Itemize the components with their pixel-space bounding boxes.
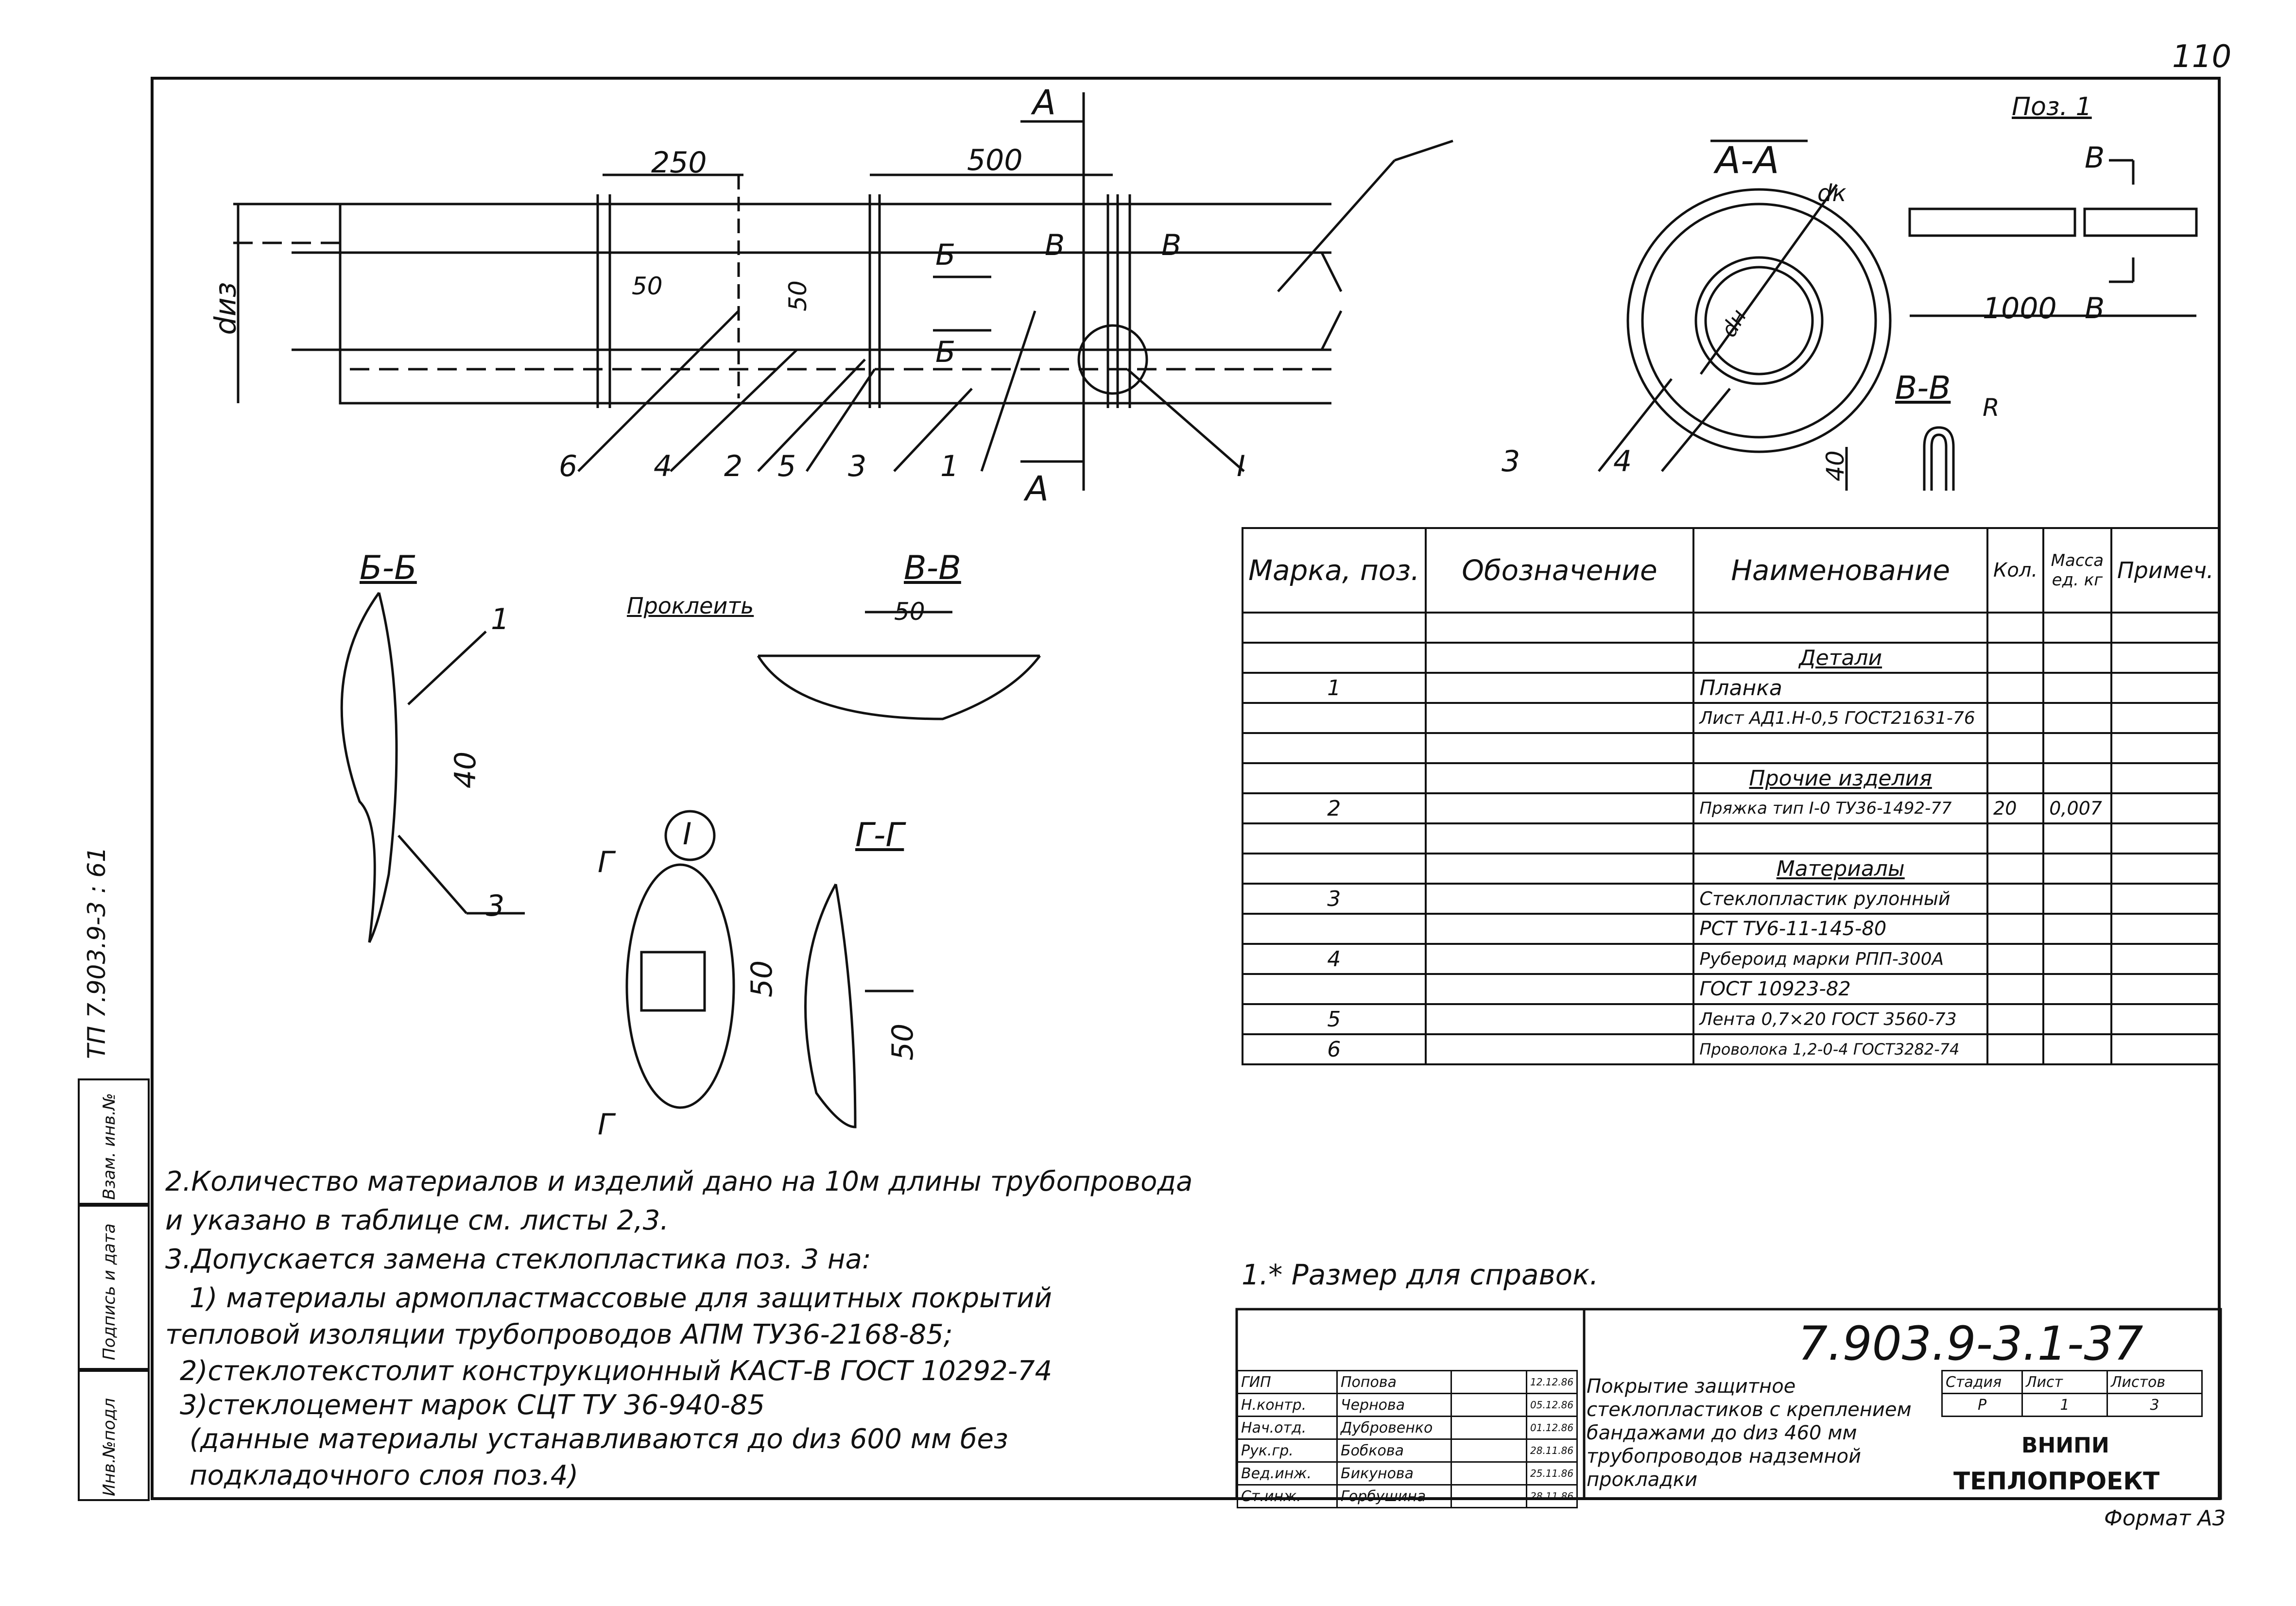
sheet-value: 1 bbox=[2022, 1394, 2107, 1417]
section-mark-a-top: А bbox=[1033, 83, 1056, 122]
section-bb-title: Б-Б bbox=[360, 549, 417, 587]
table-row: 3 Стеклопластик рулонный bbox=[1243, 884, 2220, 914]
section-aa-callout-4: 4 bbox=[1613, 444, 1632, 478]
table-row: 2 Пряжка тип I-0 ТУ36-1492-77 20 0,007 bbox=[1243, 793, 2220, 823]
section-mark-b-bottom: Б bbox=[935, 335, 956, 369]
section-bb-callout-3: 3 bbox=[486, 889, 505, 923]
signer-row: Рук.гр. Бобкова 28.11.86 bbox=[1238, 1439, 1577, 1462]
spec-header-note: Примеч. bbox=[2111, 528, 2220, 613]
doc-description: Покрытие защитное стеклопластиков с креплением бандажами до dиз 460 мм трубопроводов надземной прокладки bbox=[1587, 1375, 1912, 1491]
note-line-1: 2.Количество материалов и изделий дано на 10м длины трубопровода bbox=[165, 1166, 1193, 1197]
spec-header-row bbox=[1243, 528, 2220, 613]
detail-i-mark-g-top: Г bbox=[598, 845, 614, 879]
note-line-9: подкладочного слоя поз.4) bbox=[190, 1460, 579, 1491]
callout-detail-i: I bbox=[1237, 449, 1245, 483]
section-gg-title: Г-Г bbox=[855, 816, 904, 854]
section-vv-dim: 50 bbox=[894, 598, 925, 626]
table-row: 5 Лента 0,7×20 ГОСТ 3560-73 bbox=[1243, 1004, 2220, 1034]
dim-500: 500 bbox=[967, 143, 1023, 177]
side-code: ТП 7.903.9-3 : 61 bbox=[83, 847, 111, 1059]
sheets-value: 3 bbox=[2107, 1394, 2202, 1417]
dim-50-a: 50 bbox=[632, 272, 663, 300]
section-bb-dim-40: 40 bbox=[449, 751, 483, 789]
note-line-2: и указано в таблице см. листы 2,3. bbox=[165, 1205, 669, 1236]
table-row: 6 Проволока 1,2-0-4 ГОСТ3282-74 bbox=[1243, 1034, 2220, 1064]
stage-label: Стадия bbox=[1942, 1371, 2022, 1394]
signer-row: Н.контр. Чернова 05.12.86 bbox=[1238, 1394, 1577, 1417]
section-aa-dn: dн bbox=[1716, 305, 1752, 342]
section-aa-dk: dк bbox=[1817, 180, 1847, 207]
section-aa-callout-3: 3 bbox=[1502, 444, 1520, 478]
poz1-mark-v-bottom: В bbox=[2085, 291, 2105, 325]
section-vv-label: Проклеить bbox=[627, 593, 754, 619]
detail-i-mark-g-bottom: Г bbox=[598, 1108, 614, 1142]
sheets-label: Листов bbox=[2107, 1371, 2202, 1394]
dim-250: 250 bbox=[651, 146, 707, 180]
detail-i-title: I bbox=[683, 816, 692, 852]
note-line-7: 3)стеклоцемент марок СЦТ ТУ 36-940-85 bbox=[180, 1389, 765, 1421]
table-row: Лист АД1.Н-0,5 ГОСТ21631-76 bbox=[1243, 703, 2220, 733]
spec-header-mark: Марка, поз. bbox=[1243, 528, 1426, 613]
section-mark-a-bottom: А bbox=[1025, 469, 1049, 509]
table-row: 1 Планка bbox=[1243, 673, 2220, 703]
table-row: Детали bbox=[1243, 643, 2220, 673]
section-mark-v-right: В bbox=[1161, 228, 1182, 262]
poz1-mark-v-top: В bbox=[2085, 141, 2105, 175]
page-number: 110 bbox=[2172, 39, 2232, 75]
doc-code: 7.903.9-3.1-37 bbox=[1798, 1316, 2143, 1371]
poz1-dim-40: 40 bbox=[1821, 450, 1849, 481]
note-line-4: 1) материалы армопластмассовые для защитных покрытий bbox=[190, 1282, 1052, 1314]
format-label: Формат А3 bbox=[2104, 1506, 2226, 1531]
dim-diameter: dиз bbox=[208, 282, 243, 335]
spec-header-qty: Кол. bbox=[1987, 528, 2043, 613]
poz1-title: Поз. 1 bbox=[2012, 92, 2092, 121]
section-mark-v-left: В bbox=[1045, 228, 1065, 262]
org-name-2: ТЕПЛОПРОЕКТ bbox=[1953, 1467, 2160, 1495]
table-row bbox=[1243, 613, 2220, 643]
signer-row: Ст.инж. Горбушина 28.11.86 bbox=[1238, 1485, 1577, 1508]
callout-4: 4 bbox=[654, 449, 673, 483]
spec-header-designation: Обозначение bbox=[1426, 528, 1694, 613]
signer-row: Вед.инж. Бикунова 25.11.86 bbox=[1238, 1462, 1577, 1485]
org-name-1: ВНИПИ bbox=[2021, 1433, 2109, 1458]
side-label-sign: Подпись и дата bbox=[100, 1223, 119, 1360]
signers-table bbox=[1237, 1370, 1578, 1508]
note-line-5: тепловой изоляции трубопроводов АПМ ТУ36-2168-85; bbox=[165, 1319, 953, 1350]
section-aa-title: А-А bbox=[1715, 138, 1779, 182]
signer-row: ГИП Попова 12.12.86 bbox=[1238, 1371, 1577, 1394]
spec-header-mass: Масса ед. кг bbox=[2043, 528, 2111, 613]
section-bb-callout-1: 1 bbox=[491, 602, 510, 636]
side-label-inv: Инв.№подл bbox=[100, 1398, 119, 1496]
sheet-label: Лист bbox=[2022, 1371, 2107, 1394]
callout-5: 5 bbox=[777, 449, 796, 483]
table-row: ГОСТ 10923-82 bbox=[1243, 974, 2220, 1004]
side-label-replace: Взам. инв.№ bbox=[100, 1093, 119, 1200]
table-row: РСТ ТУ6-11-145-80 bbox=[1243, 914, 2220, 944]
callout-6: 6 bbox=[559, 449, 578, 483]
note-reference: 1.* Размер для справок. bbox=[1242, 1258, 1599, 1291]
table-row bbox=[1243, 823, 2220, 854]
poz1-section-title: В-В bbox=[1895, 369, 1951, 407]
dim-50-b: 50 bbox=[783, 280, 812, 311]
section-mark-b-top: Б bbox=[935, 238, 956, 272]
table-row bbox=[1243, 733, 2220, 763]
note-line-3: 3.Допускается замена стеклопластика поз. 3 на: bbox=[165, 1244, 871, 1275]
section-gg-dim-a: 50 bbox=[745, 960, 779, 998]
poz1-dim-1000: 1000 bbox=[1983, 291, 2057, 325]
table-row: 4 Рубероид марки РПП-300А bbox=[1243, 944, 2220, 974]
note-line-8: (данные материалы устанавливаются до dиз 600 мм без bbox=[190, 1423, 1008, 1455]
spec-header-name: Наименование bbox=[1693, 528, 1987, 613]
callout-3: 3 bbox=[848, 449, 867, 483]
table-row: Материалы bbox=[1243, 854, 2220, 884]
stage-table bbox=[1941, 1370, 2203, 1417]
callout-2: 2 bbox=[724, 449, 743, 483]
table-row: Прочие изделия bbox=[1243, 763, 2220, 793]
stage-value: Р bbox=[1942, 1394, 2022, 1417]
section-vv-title: В-В bbox=[904, 549, 961, 587]
signer-row: Нач.отд. Дубровенко 01.12.86 bbox=[1238, 1417, 1577, 1439]
spec-table bbox=[1242, 527, 2221, 1065]
pipe-left-end bbox=[233, 204, 350, 403]
poz1-radius: R bbox=[1983, 393, 2000, 422]
section-gg-dim-b: 50 bbox=[886, 1023, 920, 1061]
callout-1: 1 bbox=[940, 449, 959, 483]
note-line-6: 2)стеклотекстолит конструкционный КАСТ-В ГОСТ 10292-74 bbox=[180, 1355, 1053, 1387]
